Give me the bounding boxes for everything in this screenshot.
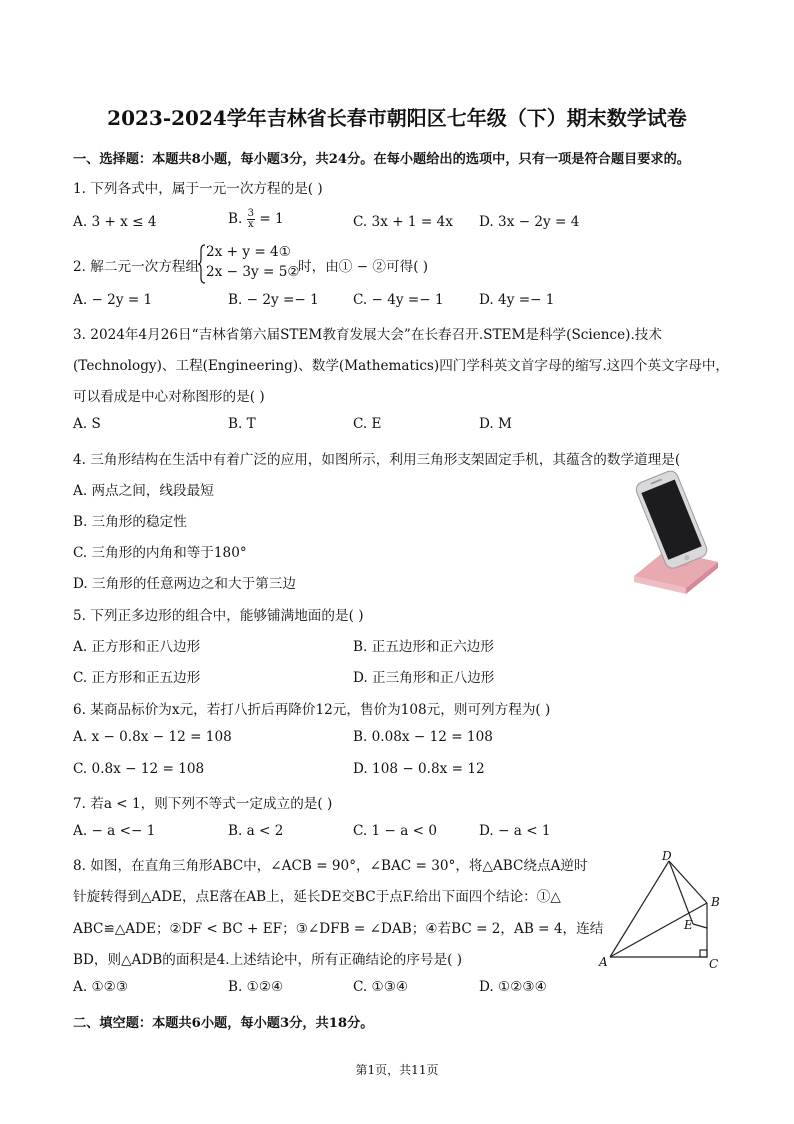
q2-equation-1: 2x + y = 4① <box>206 244 291 260</box>
q2-equation-2: 2x − 3y = 5② <box>206 264 300 280</box>
question-3-line-2: (Technology)、工程(Engineering)、数学(Mathematics)四门学科英文首字母的缩写.这四个英文字母中， <box>73 358 730 374</box>
q5-option-d: D. 正三角形和正八边形 <box>353 670 495 686</box>
q7-option-c: C. 1 − a < 0 <box>353 823 438 839</box>
label-b: B <box>711 895 720 909</box>
question-7-stem: 7. 若a < 1，则下列不等式一定成立的是( ) <box>73 796 333 812</box>
question-8-line-3: ABC≌△ADE；②DF < BC + EF；③∠DFB = ∠DAB；④若BC = 2，AB = 4，连结 <box>73 921 604 937</box>
q7-option-d: D. − a < 1 <box>479 823 551 839</box>
q1-option-a: A. 3 + x ≤ 4 <box>73 214 157 230</box>
phone-stand-image <box>626 470 726 594</box>
label-c: C <box>709 957 719 971</box>
q2-option-a: A. − 2y = 1 <box>73 292 153 308</box>
question-8-line-2: 针旋转得到△ADE，点E落在AB上，延长DE交BC于点F.给出下面四个结论：①△ <box>73 889 561 905</box>
q4-option-c: C. 三角形的内角和等于180° <box>73 545 247 561</box>
q6-option-d: D. 108 − 0.8x = 12 <box>353 761 485 777</box>
question-1-stem: 1. 下列各式中，属于一元一次方程的是( ) <box>73 181 323 197</box>
q3-option-b: B. T <box>228 416 256 432</box>
q3-option-d: D. M <box>479 416 512 432</box>
label-d: D <box>662 849 672 863</box>
section-heading-fill: 二、填空题：本题共6小题，每小题3分，共18分。 <box>73 1016 374 1031</box>
q8-option-b: B. ①②④ <box>228 979 284 995</box>
q6-option-b: B. 0.08x − 12 = 108 <box>353 729 493 745</box>
q4-option-d: D. 三角形的任意两边之和大于第三边 <box>73 576 296 592</box>
q3-option-c: C. E <box>353 416 382 432</box>
question-3-line-3: 可以看成是中心对称图形的是( ) <box>73 389 265 405</box>
q7-option-b: B. a < 2 <box>228 823 284 839</box>
question-2-stem-post: 时，由① − ②可得( ) <box>298 259 429 275</box>
q4-option-a: A. 两点之间，线段最短 <box>73 483 214 499</box>
q6-option-c: C. 0.8x − 12 = 108 <box>73 761 205 777</box>
q1-option-b: B. $\frac{3}{x}$ = 1 <box>228 208 284 230</box>
q8-option-a: A. ①②③ <box>73 979 129 995</box>
q8-option-d: D. ①②③④ <box>479 979 547 995</box>
question-8-line-4: BD，则△ADB的面积是4.上述结论中，所有正确结论的序号是( ) <box>73 952 463 968</box>
q1-option-d: D. 3x − 2y = 4 <box>479 214 580 230</box>
question-2-stem-pre: 2. 解二元一次方程组 <box>73 259 200 275</box>
question-6-stem: 6. 某商品标价为x元，若打八折后再降价12元，售价为108元，则可列方程为( ) <box>73 702 551 718</box>
q1-option-c: C. 3x + 1 = 4x <box>353 214 453 230</box>
question-5-stem: 5. 下列正多边形的组合中，能够铺满地面的是( ) <box>73 608 364 624</box>
q5-option-b: B. 正五边形和正六边形 <box>353 639 494 655</box>
question-4-stem: 4. 三角形结构在生活中有着广泛的应用，如图所示，利用三角形支架固定手机，其蕴含的数学道理是( <box>73 452 681 468</box>
q5-option-c: C. 正方形和正五边形 <box>73 670 201 686</box>
triangle-figure <box>596 848 726 972</box>
question-3-line-1: 3. 2024年4月26日“吉林省第六届STEM教育发展大会”在长春召开.STEM是科学(Science).技术 <box>73 327 662 343</box>
q6-option-a: A. x − 0.8x − 12 = 108 <box>73 729 232 745</box>
label-a: A <box>599 955 608 969</box>
q3-option-a: A. S <box>73 416 101 432</box>
question-8-line-1: 8. 如图，在直角三角形ABC中，∠ACB = 90°，∠BAC = 30°，将△ABC绕点A逆时 <box>73 858 588 874</box>
q8-option-c: C. ①③④ <box>353 979 409 995</box>
label-e: E <box>684 918 693 932</box>
page-number: 第1页，共11页 <box>355 1063 439 1077</box>
q2-option-b: B. − 2y =− 1 <box>228 292 319 308</box>
page-title: 2023-2024学年吉林省长春市朝阳区七年级（下）期末数学试卷 <box>107 106 687 130</box>
q5-option-a: A. 正方形和正八边形 <box>73 639 201 655</box>
section-heading-choice: 一、选择题：本题共8小题，每小题3分，共24分。在每小题给出的选项中，只有一项是符合题目要求的。 <box>73 152 690 167</box>
q4-option-b: B. 三角形的稳定性 <box>73 514 187 530</box>
q2-option-c: C. − 4y =− 1 <box>353 292 444 308</box>
q7-option-a: A. − a <− 1 <box>73 823 156 839</box>
q2-option-d: D. 4y =− 1 <box>479 292 555 308</box>
